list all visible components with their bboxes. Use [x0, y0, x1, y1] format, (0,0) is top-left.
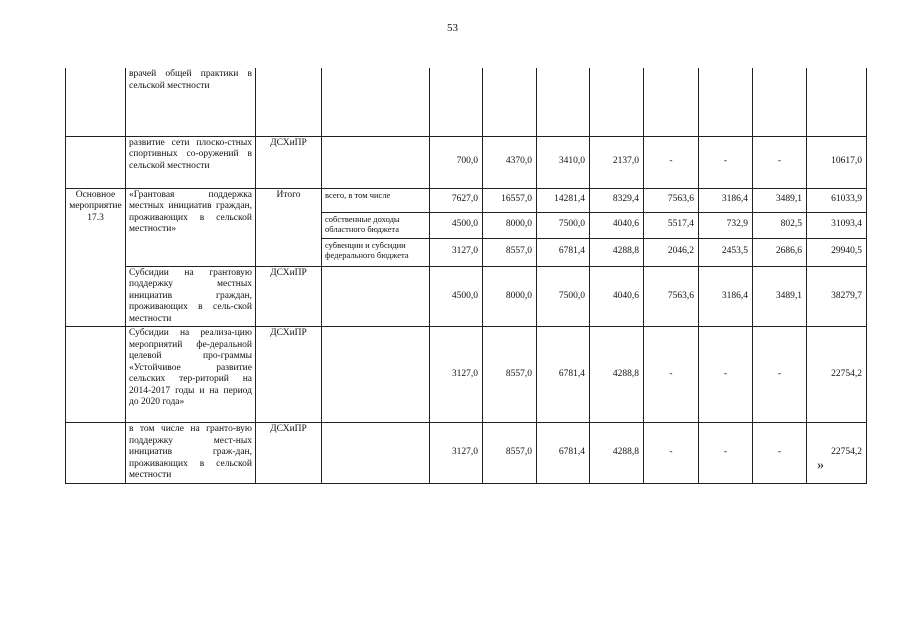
activity-cell: «Грантовая поддержка местных инициатив граждан, проживающих в сельской местности»: [126, 188, 256, 266]
value-cell: 4288,8: [590, 327, 644, 423]
value-cell: 61033,9: [807, 188, 867, 212]
value-cell: -: [699, 136, 753, 188]
value-cell: 10617,0: [807, 136, 867, 188]
table-row: [66, 327, 867, 423]
value-cell: 8557,0: [483, 423, 537, 484]
value-cell: 2686,6: [753, 238, 807, 266]
activity-cell: Субсидии на реализа-цию мероприятий фе-деральной целевой про-граммы «Устойчивое развитие сельских тер-риторий на 2014-2017 годы и на период до 2020 года»: [126, 327, 256, 423]
executor-cell: Итого: [256, 188, 322, 266]
group-cell: [66, 327, 126, 423]
value-cell: 7500,0: [537, 212, 590, 238]
value-cell: 4370,0: [483, 136, 537, 188]
value-cell: 7563,6: [644, 188, 699, 212]
value-cell: -: [644, 136, 699, 188]
value-cell: 14281,4: [537, 188, 590, 212]
group-cell: [66, 423, 126, 484]
activity-cell: Субсидии на грантовую поддержку местных инициатив граждан, проживающих в сель-ской местности: [126, 266, 256, 327]
value-cell: -: [699, 327, 753, 423]
activity-cell: развитие сети плоско-стных спортивных со-оружений в сельской местности: [126, 136, 256, 188]
table-row: [66, 266, 867, 327]
source-cell: [322, 68, 430, 136]
value-cell: -: [699, 423, 753, 484]
activity-cell: врачей общей практики в сельской местности: [126, 68, 256, 136]
value-cell: 3127,0: [430, 327, 483, 423]
value-cell: [590, 68, 644, 136]
value-cell: 7627,0: [430, 188, 483, 212]
value-cell: 8557,0: [483, 238, 537, 266]
value-cell: 3410,0: [537, 136, 590, 188]
table-row: [66, 423, 867, 484]
executor-cell: ДСХиПР: [256, 136, 322, 188]
value-cell: 8557,0: [483, 327, 537, 423]
value-cell: -: [644, 423, 699, 484]
value-cell: 7563,6: [644, 266, 699, 327]
group-label: Основное мероприятие 17.3: [66, 188, 126, 266]
value-cell: 22754,2: [807, 327, 867, 423]
value-cell: -: [753, 136, 807, 188]
value-cell: 8000,0: [483, 266, 537, 327]
value-cell: [430, 68, 483, 136]
executor-cell: ДСХиПР: [256, 327, 322, 423]
value-cell: 31093,4: [807, 212, 867, 238]
value-cell: 4288,8: [590, 423, 644, 484]
group-cell: [66, 136, 126, 188]
value-cell: 6781,4: [537, 238, 590, 266]
executor-cell: [256, 68, 322, 136]
value-cell: 38279,7: [807, 266, 867, 327]
value-cell: 4500,0: [430, 266, 483, 327]
value-cell: 802,5: [753, 212, 807, 238]
source-cell: собственные доходы областного бюджета: [322, 212, 430, 238]
value-cell: 3186,4: [699, 266, 753, 327]
value-cell: -: [644, 327, 699, 423]
budget-table: [65, 68, 867, 484]
activity-cell: в том числе на гранто-вую поддержку мест-ных инициатив граж-дан, проживающих в сельской местности: [126, 423, 256, 484]
value-cell: [807, 68, 867, 136]
value-cell: [537, 68, 590, 136]
value-cell: 8000,0: [483, 212, 537, 238]
value-cell: 2453,5: [699, 238, 753, 266]
value-cell: [699, 68, 753, 136]
source-cell: [322, 327, 430, 423]
value-cell: 8329,4: [590, 188, 644, 212]
executor-cell: ДСХиПР: [256, 423, 322, 484]
value-cell: 3489,1: [753, 188, 807, 212]
value-cell: 3127,0: [430, 423, 483, 484]
value-cell: -: [753, 327, 807, 423]
value-cell: [483, 68, 537, 136]
value-cell: 6781,4: [537, 327, 590, 423]
page-number: 53: [447, 22, 458, 34]
source-cell: [322, 136, 430, 188]
source-cell: [322, 423, 430, 484]
value-cell: 3489,1: [753, 266, 807, 327]
table-row: [66, 136, 867, 188]
value-cell: 2046,2: [644, 238, 699, 266]
value-cell: 29940,5: [807, 238, 867, 266]
table-row: [66, 68, 867, 136]
value-cell: 3186,4: [699, 188, 753, 212]
value-cell: 4500,0: [430, 212, 483, 238]
value-cell: 7500,0: [537, 266, 590, 327]
group-cell: [66, 68, 126, 136]
value-cell: 4040,6: [590, 266, 644, 327]
value-cell: 4040,6: [590, 212, 644, 238]
value-cell: [644, 68, 699, 136]
table-row: [66, 188, 867, 212]
value-cell: 732,9: [699, 212, 753, 238]
value-cell: [753, 68, 807, 136]
value-cell: 16557,0: [483, 188, 537, 212]
source-cell: субвенции и субсидии федерального бюджета: [322, 238, 430, 266]
value-cell: 4288,8: [590, 238, 644, 266]
value-cell: 3127,0: [430, 238, 483, 266]
value-cell: 700,0: [430, 136, 483, 188]
executor-cell: ДСХиПР: [256, 266, 322, 327]
value-cell: 2137,0: [590, 136, 644, 188]
value-cell: -: [753, 423, 807, 484]
value-cell: 5517,4: [644, 212, 699, 238]
value-cell: 22754,2: [807, 423, 867, 484]
group-cell: [66, 266, 126, 327]
source-cell: всего, в том числе: [322, 188, 430, 212]
value-cell: 6781,4: [537, 423, 590, 484]
closing-quote-mark: »: [817, 458, 824, 473]
source-cell: [322, 266, 430, 327]
